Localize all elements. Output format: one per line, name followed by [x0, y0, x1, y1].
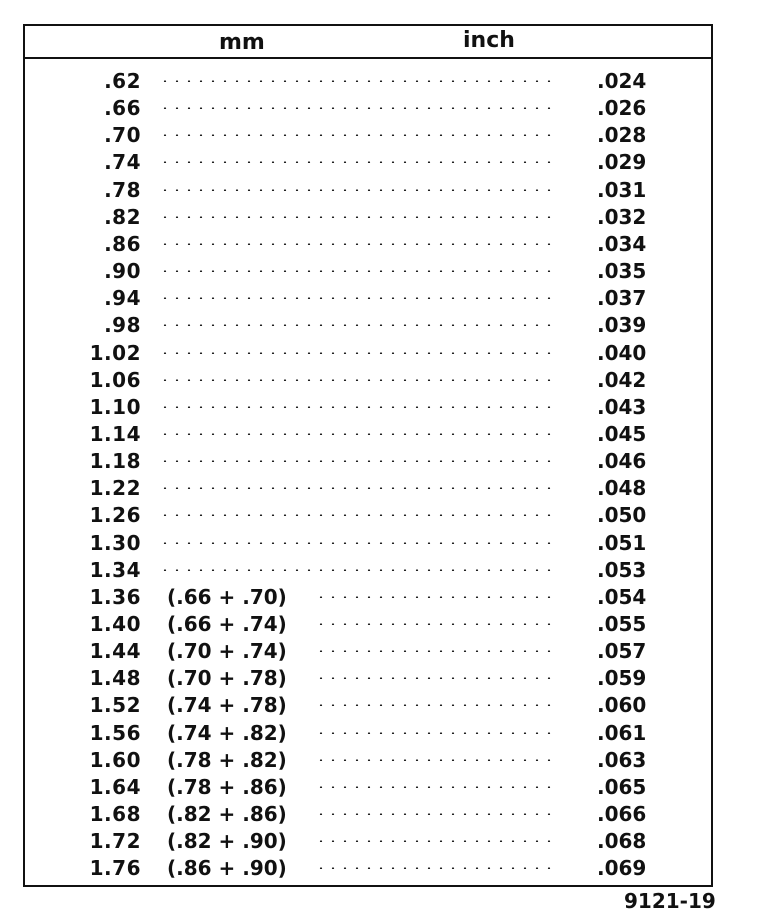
inch-value: .034 — [597, 231, 647, 256]
inch-value: .045 — [597, 421, 647, 446]
mm-value: .62 — [104, 69, 141, 93]
mm-value: .86 — [104, 231, 141, 256]
inch-value: .046 — [597, 449, 647, 474]
table-row — [25, 449, 711, 476]
mm-value: 1.52 — [89, 693, 141, 718]
mm-column-header: mm — [219, 30, 265, 55]
inch-value: .042 — [597, 367, 647, 392]
inch-value: .051 — [597, 530, 647, 555]
dot-leader — [159, 569, 559, 571]
dot-leader — [315, 650, 559, 652]
mm-combination: (.74 + .78) — [167, 693, 287, 718]
mm-value: 1.22 — [89, 476, 141, 501]
conversion-table — [23, 24, 713, 887]
dot-leader — [315, 786, 559, 788]
mm-value: 1.40 — [89, 612, 141, 636]
mm-combination: (.78 + .82) — [167, 747, 287, 772]
mm-combination: (.78 + .86) — [167, 774, 287, 799]
dot-leader — [159, 514, 559, 516]
dot-leader — [315, 704, 559, 706]
mm-value: 1.34 — [89, 557, 141, 582]
inch-value: .032 — [597, 204, 647, 229]
table-row — [25, 666, 711, 693]
table-row — [25, 748, 711, 775]
table-row — [25, 612, 711, 639]
mm-value: 1.60 — [89, 747, 141, 772]
mm-value: 1.72 — [89, 829, 141, 854]
mm-value: .82 — [104, 204, 141, 229]
table-row — [25, 639, 711, 666]
dot-leader — [315, 596, 559, 598]
table-row — [25, 585, 711, 612]
inch-value: .026 — [597, 96, 647, 121]
mm-combination: (.86 + .90) — [167, 856, 287, 881]
mm-value: 1.64 — [89, 774, 141, 799]
mm-value: .74 — [104, 150, 141, 175]
dot-leader — [159, 216, 559, 218]
mm-value: 1.48 — [89, 666, 141, 691]
table-row — [25, 286, 711, 313]
inch-value: .043 — [597, 394, 647, 419]
mm-value: 1.26 — [89, 503, 141, 528]
inch-value: .069 — [597, 856, 647, 881]
mm-value: 1.68 — [89, 802, 141, 827]
table-row — [25, 178, 711, 205]
dot-leader — [159, 352, 559, 354]
mm-combination: (.66 + .74) — [167, 612, 287, 636]
table-row — [25, 856, 711, 883]
mm-value: 1.02 — [89, 340, 141, 365]
inch-value: .065 — [597, 774, 647, 799]
table-row — [25, 205, 711, 232]
dot-leader — [159, 161, 559, 163]
inch-value: .031 — [597, 177, 647, 202]
mm-combination: (.82 + .90) — [167, 829, 287, 854]
mm-combination: (.70 + .74) — [167, 639, 287, 664]
table-row — [25, 341, 711, 368]
table-row — [25, 693, 711, 720]
table-row — [25, 150, 711, 177]
dot-leader — [159, 487, 559, 489]
table-row — [25, 558, 711, 585]
mm-value: .78 — [104, 177, 141, 202]
dot-leader — [159, 80, 559, 82]
mm-combination: (.82 + .86) — [167, 802, 287, 827]
mm-value: .94 — [104, 286, 141, 311]
inch-value: .028 — [597, 123, 647, 148]
table-row — [25, 476, 711, 503]
inch-column-header: inch — [463, 28, 515, 53]
inch-value: .029 — [597, 150, 647, 175]
dot-leader — [159, 243, 559, 245]
table-row — [25, 313, 711, 340]
inch-value: .024 — [597, 69, 647, 93]
mm-combination: (.74 + .82) — [167, 720, 287, 745]
inch-value: .037 — [597, 286, 647, 311]
dot-leader — [159, 460, 559, 462]
inch-value: .040 — [597, 340, 647, 365]
table-row — [25, 368, 711, 395]
table-row — [25, 69, 711, 96]
dot-leader — [315, 732, 559, 734]
inch-value: .050 — [597, 503, 647, 528]
mm-value: 1.44 — [89, 639, 141, 664]
mm-combination: (.70 + .78) — [167, 666, 287, 691]
dot-leader — [159, 297, 559, 299]
dot-leader — [159, 379, 559, 381]
inch-value: .053 — [597, 557, 647, 582]
table-row — [25, 775, 711, 802]
dot-leader — [159, 433, 559, 435]
dot-leader — [159, 324, 559, 326]
inch-value: .035 — [597, 259, 647, 284]
dot-leader — [159, 542, 559, 544]
table-row — [25, 232, 711, 259]
inch-value: .054 — [597, 584, 647, 609]
table-row — [25, 721, 711, 748]
table-row — [25, 531, 711, 558]
inch-value: .061 — [597, 720, 647, 745]
table-row — [25, 259, 711, 286]
dot-leader — [315, 623, 559, 625]
mm-value: 1.18 — [89, 449, 141, 474]
figure-id: 9121-19 — [624, 889, 716, 913]
dot-leader — [315, 867, 559, 869]
dot-leader — [315, 840, 559, 842]
inch-value: .063 — [597, 747, 647, 772]
dot-leader — [159, 270, 559, 272]
inch-value: .059 — [597, 666, 647, 691]
inch-value: .039 — [597, 313, 647, 338]
table-row — [25, 503, 711, 530]
mm-combination: (.66 + .70) — [167, 584, 287, 609]
mm-value: .90 — [104, 259, 141, 284]
inch-value: .057 — [597, 639, 647, 664]
table-row — [25, 395, 711, 422]
inch-value: .068 — [597, 829, 647, 854]
mm-value: 1.10 — [89, 394, 141, 419]
mm-value: 1.30 — [89, 530, 141, 555]
dot-leader — [159, 107, 559, 109]
inch-value: .055 — [597, 612, 647, 636]
inch-value: .066 — [597, 802, 647, 827]
inch-value: .048 — [597, 476, 647, 501]
dot-leader — [159, 189, 559, 191]
inch-value: .060 — [597, 693, 647, 718]
table-row — [25, 123, 711, 150]
mm-value: .66 — [104, 96, 141, 121]
mm-value: 1.14 — [89, 421, 141, 446]
dot-leader — [159, 134, 559, 136]
table-header — [25, 26, 711, 59]
mm-value: 1.76 — [89, 856, 141, 881]
table-row — [25, 829, 711, 856]
table-row — [25, 422, 711, 449]
mm-value: .70 — [104, 123, 141, 148]
mm-value: 1.56 — [89, 720, 141, 745]
dot-leader — [315, 677, 559, 679]
mm-value: 1.36 — [89, 584, 141, 609]
table-row — [25, 802, 711, 829]
dot-leader — [315, 759, 559, 761]
mm-value: 1.06 — [89, 367, 141, 392]
dot-leader — [315, 813, 559, 815]
mm-value: .98 — [104, 313, 141, 338]
dot-leader — [159, 406, 559, 408]
table-row — [25, 96, 711, 123]
